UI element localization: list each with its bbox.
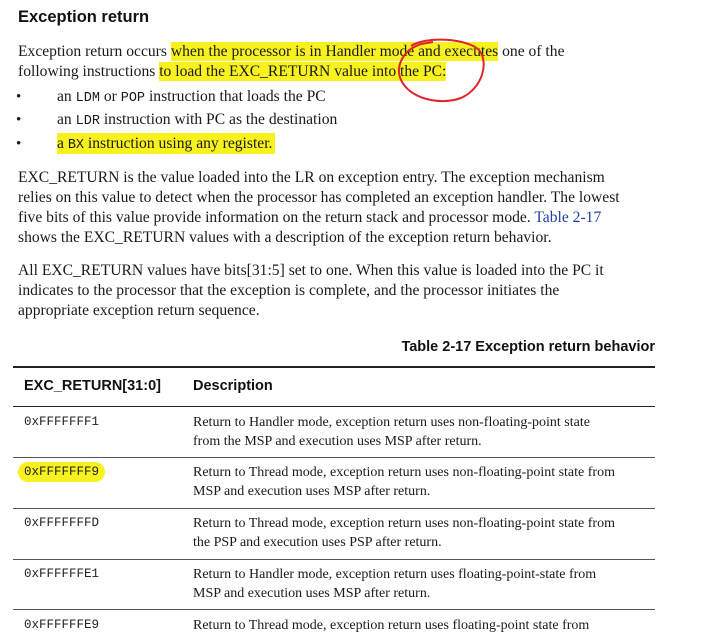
intro-line-1 — [18, 42, 678, 62]
description-line: Return to Thread mode, exception return uses floating-point state from — [193, 618, 590, 633]
paragraph-line: indicates to the processor that the exception is complete, and the processor initiates the — [18, 282, 560, 299]
paragraph-line: appropriate exception return sequence. — [18, 302, 260, 319]
column-header-exc-return: EXC_RETURN[31:0] — [24, 378, 161, 394]
column-header-description: Description — [193, 378, 273, 394]
highlighted-text — [57, 133, 275, 154]
paragraph-line — [18, 208, 678, 228]
bullet-marker: • — [16, 112, 22, 128]
row-description — [193, 616, 653, 635]
row-divider — [13, 559, 655, 560]
inline-code: LDR — [75, 114, 100, 129]
bullet-text: instruction using any register. — [84, 135, 273, 152]
row-description — [193, 514, 653, 552]
description-line: Return to Thread mode, exception return uses non-floating-point state from — [193, 465, 615, 480]
highlighted-text: when the processor is in Handler mode and executes — [170, 43, 499, 60]
row-description — [193, 565, 653, 603]
row-divider — [13, 457, 655, 458]
table-top-rule — [13, 366, 655, 368]
exc-return-code: 0xFFFFFFE9 — [24, 618, 100, 632]
header-rule — [13, 406, 655, 407]
paragraph-line: shows the EXC_RETURN values with a description of the exception return behavior. — [18, 229, 552, 246]
paragraph-line: relies on this value to detect when the processor has completed an exception handler. The lowest — [18, 189, 620, 206]
exc-return-code — [24, 465, 105, 479]
bullet-text: instruction with PC as the destination — [99, 111, 338, 128]
row-divider — [13, 609, 655, 610]
bullet-item — [57, 110, 337, 132]
row-divider — [13, 508, 655, 509]
description-line: Return to Thread mode, exception return uses non-floating-point state from — [193, 516, 615, 531]
bullet-text: instruction that loads the PC — [145, 88, 326, 105]
exc-return-code: 0xFFFFFFF1 — [24, 415, 100, 429]
intro-text: following instructions — [18, 63, 160, 80]
intro-line-2 — [18, 62, 678, 82]
intro-text: one of the — [498, 43, 565, 60]
bullet-text: or — [99, 88, 121, 105]
section-heading: Exception return — [18, 8, 150, 26]
description-line: from the MSP and execution uses MSP after return. — [193, 434, 482, 449]
exc-return-paragraph — [18, 168, 678, 248]
bullet-marker: • — [16, 136, 22, 152]
description-line: Return to Handler mode, exception return uses non-floating-point state — [193, 415, 590, 430]
bullet-marker: • — [16, 89, 22, 105]
bits-paragraph — [18, 261, 678, 321]
highlighted-code: 0xFFFFFFF9 — [18, 462, 105, 482]
bullet-item — [57, 87, 326, 109]
bullet-item — [57, 134, 275, 156]
bullet-text: an — [57, 88, 76, 105]
bullet-text: an — [57, 111, 76, 128]
inline-code: POP — [120, 91, 146, 106]
inline-code: BX — [67, 138, 85, 153]
highlighted-text: to load the EXC_RETURN value into the PC: — [159, 63, 447, 80]
paragraph-text: five bits of this value provide information on the return stack and processor mode. — [18, 209, 535, 226]
red-circle-annotation — [397, 36, 487, 104]
paragraph-line: EXC_RETURN is the value loaded into the LR on exception entry. The exception mechanism — [18, 169, 605, 186]
intro-paragraph — [18, 42, 678, 82]
table-reference-link[interactable]: Table 2-17 — [534, 209, 602, 226]
inline-code: LDM — [75, 91, 100, 106]
bullet-text: a — [57, 135, 68, 152]
table-caption: Table 2-17 Exception return behavior — [401, 339, 655, 355]
description-line: Return to Handler mode, exception return uses floating-point-state from — [193, 567, 597, 582]
paragraph-line: All EXC_RETURN values have bits[31:5] set to one. When this value is loaded into the PC it — [18, 262, 604, 279]
row-description — [193, 413, 653, 451]
exc-return-code: 0xFFFFFFFD — [24, 516, 100, 530]
exc-return-code: 0xFFFFFFE1 — [24, 567, 100, 581]
description-line: MSP and execution uses MSP after return. — [193, 484, 431, 499]
description-line: the PSP and execution uses PSP after return. — [193, 535, 442, 550]
description-line: MSP and execution uses MSP after return. — [193, 586, 431, 601]
intro-text: Exception return occurs — [18, 43, 171, 60]
row-description — [193, 463, 653, 501]
